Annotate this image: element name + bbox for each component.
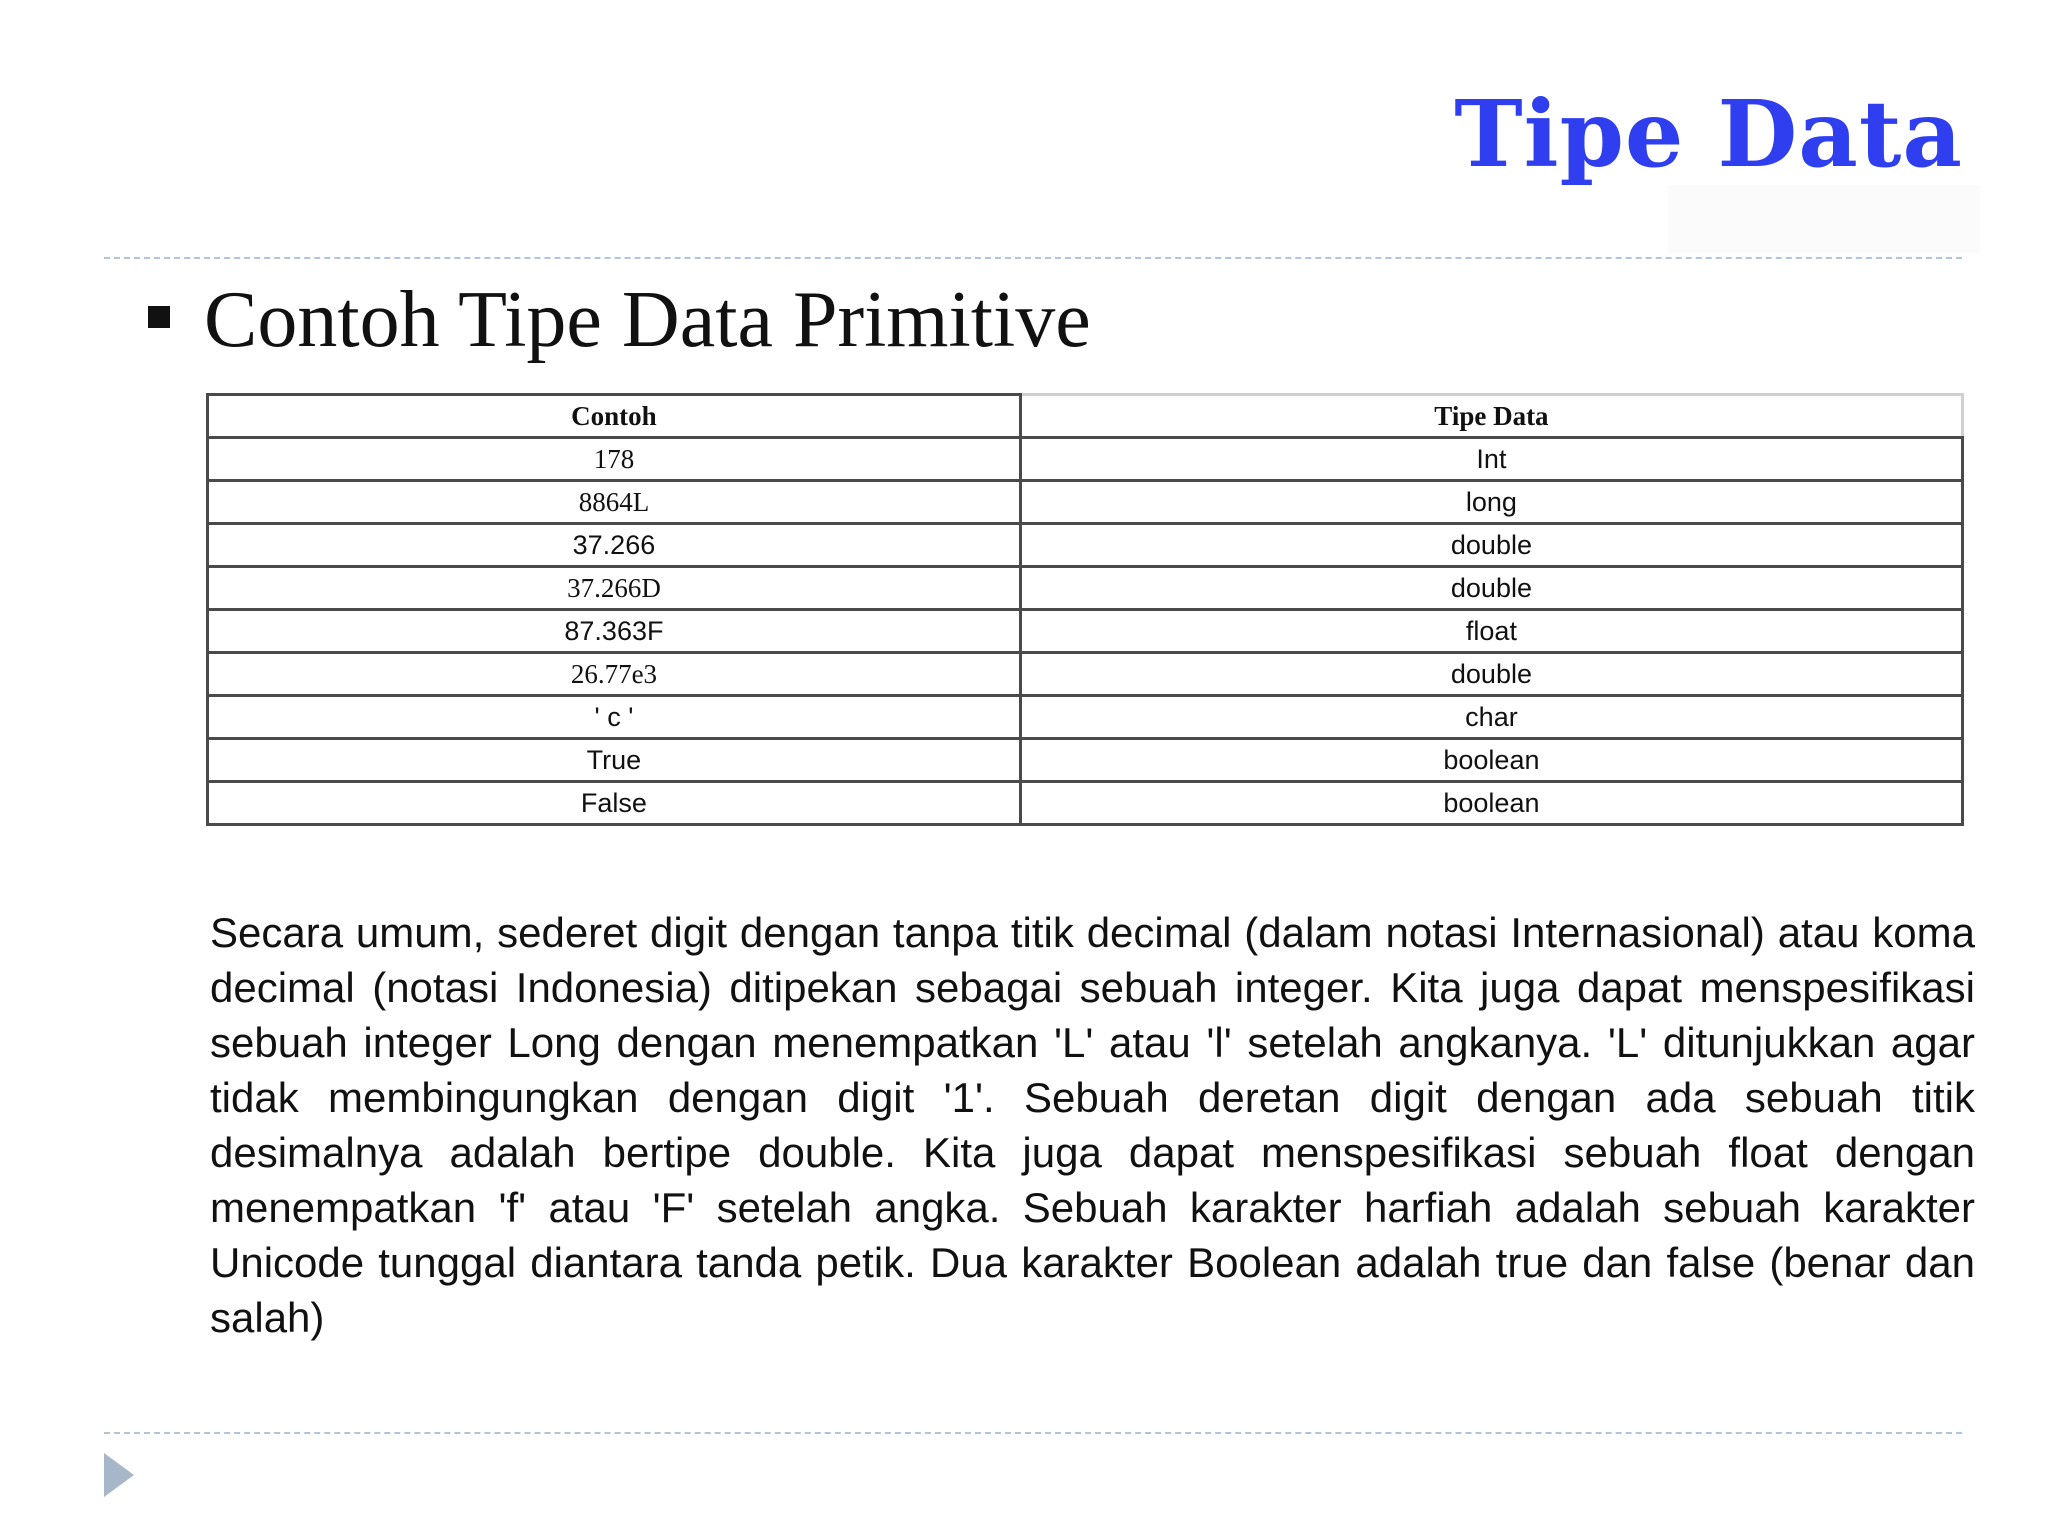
cell-tipe-data: float [1020, 610, 1962, 653]
next-slide-arrow-icon[interactable] [104, 1453, 134, 1497]
table-row [208, 567, 1963, 610]
title-shadow [1668, 185, 1980, 253]
cell-contoh: 8864L [208, 481, 1021, 524]
cell-tipe-data: char [1020, 696, 1962, 739]
table-row [208, 481, 1963, 524]
cell-contoh: False [208, 782, 1021, 825]
section-heading: Contoh Tipe Data Primitive [204, 276, 1091, 364]
cell-contoh: True [208, 739, 1021, 782]
explanation-paragraph: Secara umum, sederet digit dengan tanpa titik decimal (dalam notasi Internasional) atau koma decimal (notasi Indonesia) ditipekan sebagai sebuah integer. Kita juga dapat menspesifikasi sebuah integer Long dengan menempatkan 'L' atau 'l' setelah angkanya. 'L' ditunjukkan agar tidak membingungkan dengan digit '1'. Sebuah deretan digit dengan ada sebuah titik desimalnya adalah bertipe double. Kita juga dapat menspesifikasi sebuah float dengan menempatkan 'f' atau 'F' setelah angka. Sebuah karakter harfiah adalah sebuah karakter Unicode tunggal diantara tanda petik. Dua karakter Boolean adalah true dan false (benar dan salah) [210, 909, 1975, 1341]
table-row [208, 524, 1963, 567]
cell-tipe-data: boolean [1020, 782, 1962, 825]
cell-contoh: 37.266 [208, 524, 1021, 567]
table-row [208, 610, 1963, 653]
slide-title: Tipe Data [1454, 80, 1963, 188]
cell-tipe-data: double [1020, 653, 1962, 696]
cell-tipe-data: long [1020, 481, 1962, 524]
cell-contoh: 37.266D [208, 567, 1021, 610]
table-row [208, 739, 1963, 782]
top-divider [104, 257, 1962, 259]
column-header-tipe-data: Tipe Data [1020, 395, 1962, 438]
cell-contoh: ' c ' [208, 696, 1021, 739]
table-row [208, 653, 1963, 696]
cell-tipe-data: double [1020, 524, 1962, 567]
data-type-table [206, 393, 1964, 826]
cell-tipe-data: Int [1020, 438, 1962, 481]
square-bullet-icon [148, 306, 170, 328]
table-row [208, 782, 1963, 825]
column-header-contoh: Contoh [208, 395, 1021, 438]
bottom-divider [104, 1432, 1962, 1434]
cell-tipe-data: boolean [1020, 739, 1962, 782]
cell-contoh: 26.77e3 [208, 653, 1021, 696]
cell-contoh: 178 [208, 438, 1021, 481]
cell-tipe-data: double [1020, 567, 1962, 610]
cell-contoh: 87.363F [208, 610, 1021, 653]
table-header-row [208, 395, 1963, 438]
table-row [208, 696, 1963, 739]
table-row [208, 438, 1963, 481]
